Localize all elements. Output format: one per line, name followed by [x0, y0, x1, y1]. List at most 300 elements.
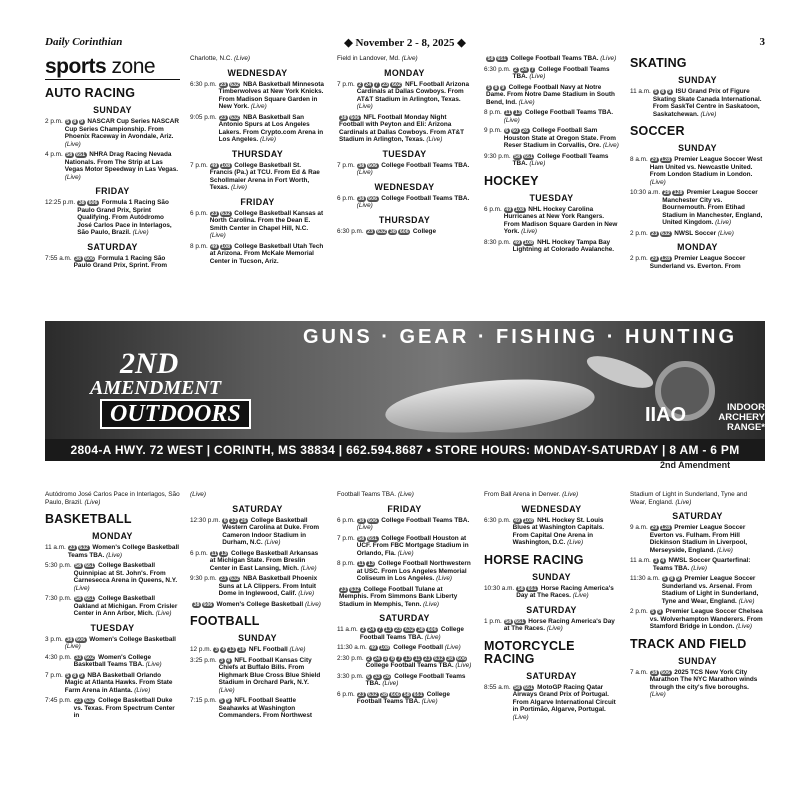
listing-entry[interactable]: [337, 228, 472, 236]
channel-badge: 33: [75, 654, 82, 661]
live-tag: (Live): [572, 592, 589, 599]
channel-badge: 58: [75, 596, 82, 602]
category-heading: HORSE RACING: [484, 552, 584, 567]
continued-description: From Ball Arena in Denver.: [484, 491, 563, 498]
listing-entry[interactable]: [484, 153, 619, 168]
live-tag: (Live): [738, 597, 755, 605]
event-description: College Basketball Duke vs. Texas. From Spectrum Center in: [73, 697, 175, 719]
event-details: [219, 575, 325, 598]
listing-entry[interactable]: [190, 162, 325, 192]
listing-entry[interactable]: [630, 608, 765, 631]
publication-name: Daily Corinthian: [45, 36, 123, 48]
ad-tagline: GUNS · GEAR · FISHING · HUNTING: [302, 326, 738, 348]
event-time: 6 p.m.: [337, 690, 355, 698]
event-time: 11 a.m.: [337, 626, 358, 633]
event-description: NHRA Drag Racing Nevada Nationals. From The Strip at Las Vegas Motor Speedway in Las Vegas.: [64, 151, 179, 173]
listing-entry[interactable]: [45, 636, 180, 651]
event-time: 4 p.m.: [45, 151, 63, 158]
listing-entry[interactable]: [190, 210, 325, 240]
listing-entry[interactable]: [630, 230, 765, 238]
live-tag: (Live): [529, 160, 546, 167]
channel-badge: 632: [661, 230, 671, 237]
event-time: 8 p.m.: [190, 242, 208, 250]
event-details: [65, 672, 180, 695]
channel-badge: 38: [389, 228, 396, 235]
channel-badge: 3: [214, 647, 218, 653]
listing-entry[interactable]: [190, 517, 325, 547]
channel-badge: 58: [66, 152, 73, 158]
channel-badge: 606: [390, 691, 400, 698]
channel-badge: 5: [66, 119, 70, 125]
event-details: [504, 618, 619, 633]
live-tag: (Live): [424, 633, 441, 641]
listing-entries: [630, 491, 765, 699]
channel-badge: 58: [517, 585, 524, 592]
event-details: [650, 524, 765, 554]
channel-badge: 7: [375, 81, 379, 88]
live-tag: (Live): [423, 600, 440, 608]
channel-badge: 9: [227, 698, 231, 704]
channel-badge: 13: [514, 110, 521, 116]
event-time: 12 p.m.: [190, 646, 212, 653]
event-time: 8 a.m.: [630, 156, 648, 163]
event-description: College Basketball Utah Tech at Arizona. From McKale Memorial Center in Tucson, Ariz.: [209, 242, 324, 265]
event-details: [210, 162, 325, 192]
event-details: [65, 151, 180, 181]
event-description: College Football Teams TBA.: [508, 55, 601, 62]
continued-description: Autódromo José Carlos Pace in Interlagos, São Paulo, Brazil.: [45, 491, 180, 506]
event-description: NASCAR Cup Series NASCAR Cup Series Championship. From Phoenix Raceway in Avondale, Ariz.: [64, 118, 180, 140]
listing-entry[interactable]: [190, 697, 325, 720]
live-tag: (Live): [518, 98, 535, 106]
channel-badge: 5: [66, 672, 70, 679]
listing-entry[interactable]: [484, 618, 619, 633]
listing-entry[interactable]: [190, 646, 325, 654]
channel-badge: 23: [424, 655, 431, 662]
event-description: College Basketball Arkansas at Michigan State. From Breslin Center in East Lansing, Mich.: [209, 549, 319, 572]
listing-entry[interactable]: [337, 81, 472, 111]
event-details: [662, 189, 765, 227]
live-tag: (Live): [218, 686, 235, 694]
event-details: [357, 691, 472, 706]
channel-badge: 18: [238, 647, 245, 653]
listing-entry[interactable]: [190, 601, 325, 609]
listing-entry[interactable]: [190, 575, 325, 598]
event-description: NHL Hockey St. Louis Blues at Washington Capitals. From Capital One Arena in Washington, D.C.: [512, 516, 605, 546]
continued-description: Stadium of Light in Sunderland, Tyne and Wear, England.: [630, 491, 748, 506]
channel-badge: 651: [524, 684, 533, 691]
listing-entry[interactable]: [630, 669, 765, 699]
channel-badge: 651: [497, 56, 507, 62]
channel-badge: 651: [527, 585, 537, 592]
brand-amendment: AMENDMENT: [90, 377, 222, 399]
channel-badge: 128: [661, 157, 671, 163]
live-tag: (Live): [300, 564, 317, 572]
event-description: ISU Grand Prix of Figure Skating Skate Canada International. From SaskTel Centre in Saskatoon, Saskatchewan.: [652, 88, 762, 118]
event-time: 10:30 a.m.: [630, 189, 661, 196]
listing-entry[interactable]: [337, 673, 472, 688]
listing-entry[interactable]: [337, 114, 472, 144]
event-time: 8:30 p.m.: [484, 238, 511, 246]
day-heading: SATURDAY: [526, 604, 577, 615]
logo-zone: zone: [106, 55, 156, 78]
event-details: [650, 156, 765, 186]
channel-badge: 128: [673, 190, 683, 196]
listing-entry[interactable]: [337, 655, 472, 670]
live-tag: (Live): [521, 228, 538, 235]
listing-entry[interactable]: [630, 524, 765, 554]
listing-entry[interactable]: [45, 595, 180, 618]
day-heading: WEDNESDAY: [521, 503, 582, 514]
event-details: [366, 655, 472, 670]
live-tag: (Live): [401, 55, 418, 62]
event-details: [357, 560, 472, 583]
listing-entry[interactable]: [45, 654, 180, 669]
channel-badge: 7: [397, 655, 401, 662]
listing-entry[interactable]: [630, 557, 765, 572]
listing-entry[interactable]: [45, 255, 180, 270]
live-tag: (Live): [230, 184, 247, 191]
live-tag: (Live): [134, 686, 151, 694]
event-description: 2025 TCS New York City Marathon The NYC Marathon winds through the city's five boroughs.: [649, 668, 758, 691]
channel-badge: 38: [358, 517, 365, 524]
live-tag: (Live): [264, 539, 281, 546]
listing-entry[interactable]: [630, 156, 765, 186]
event-details: [219, 114, 325, 144]
channel-badge: 13: [367, 561, 374, 567]
channel-badge: 49: [514, 239, 521, 246]
channel-badge: 632: [79, 545, 89, 551]
channel-badge: 9: [668, 89, 672, 95]
event-details: [486, 84, 619, 107]
channel-badge: 49: [211, 243, 218, 250]
event-details: [486, 55, 619, 63]
listing-entry[interactable]: [45, 544, 180, 559]
live-tag: (Live): [512, 713, 529, 721]
live-tag: (Live): [421, 698, 438, 705]
channel-badge: 58: [514, 684, 521, 691]
continued-text: [630, 491, 765, 506]
day-heading: TUESDAY: [90, 622, 135, 633]
event-description: Premier League Soccer Everton vs. Fulham. From Hill Dickinson Stadium in Liverpool, Merseyside, England.: [649, 524, 748, 554]
channel-badge: 23: [75, 698, 82, 704]
event-time: 6:30 p.m.: [337, 227, 364, 235]
channel-badge: 24: [368, 627, 375, 633]
listing-entry[interactable]: [337, 644, 472, 652]
channel-badge: 8: [670, 576, 674, 582]
event-time: 7:15 p.m.: [190, 697, 217, 704]
listing-entry[interactable]: [45, 697, 180, 720]
channel-badge: 58: [487, 56, 494, 62]
listing-entries: [337, 55, 472, 235]
event-time: 7 p.m.: [337, 80, 355, 88]
listing-entry[interactable]: [45, 118, 180, 148]
channel-badge: 38: [75, 255, 82, 262]
event-description: Premier League Soccer West Ham United vs. Newcastle United. From London Stadium in London.: [649, 156, 763, 178]
channel-badge: 23: [651, 230, 658, 237]
event-time: 10:30 a.m.: [484, 584, 515, 592]
channel-badge: 29: [663, 190, 670, 196]
event-details: [360, 626, 472, 641]
channel-badge: 128: [661, 525, 671, 531]
listing-column-5: [630, 50, 765, 273]
channel-badge: 9: [80, 672, 84, 679]
brand-number: 2ND: [120, 347, 179, 380]
listing-entries: [45, 491, 180, 720]
channel-badge: 4: [221, 647, 225, 653]
live-tag: (Live): [675, 498, 692, 506]
live-tag: (Live): [546, 625, 563, 632]
event-description: NHL Hockey Carolina Hurricanes at New York Rangers. From Madison Square Garden in New York.: [503, 205, 618, 235]
listing-entry[interactable]: [337, 586, 472, 609]
continued-text: [337, 491, 472, 499]
event-description: College Football Teams TBA.: [356, 690, 450, 705]
listing-entry[interactable]: [484, 66, 619, 81]
event-time: 11:30 a.m.: [337, 644, 367, 651]
event-time: 6 p.m.: [337, 516, 355, 524]
live-tag: (Live): [234, 55, 251, 62]
listing-entry[interactable]: [484, 109, 619, 124]
event-details: [504, 109, 619, 124]
listing-entry[interactable]: [484, 585, 619, 600]
day-heading: SATURDAY: [526, 670, 577, 681]
channel-badge: 606: [457, 655, 466, 662]
channel-badge: 11: [414, 655, 421, 662]
event-description: NWSL Soccer: [672, 229, 718, 237]
channel-badge: 606: [368, 195, 378, 202]
day-heading: FRIDAY: [95, 186, 130, 196]
listing-entry[interactable]: [337, 535, 472, 558]
event-details: [65, 118, 180, 148]
page-number: 3: [759, 36, 765, 48]
event-details: [650, 608, 765, 631]
channel-badge: 13: [220, 550, 227, 557]
live-tag: (Live): [356, 524, 373, 531]
event-details: [357, 162, 472, 177]
event-details: [513, 153, 619, 168]
listing-entry[interactable]: [630, 575, 765, 605]
event-description: College Basketball Quinnipiac at St. John's. From Carnesecca Arena in Queens, N.Y.: [73, 562, 178, 584]
category-heading: FOOTBALL: [190, 614, 260, 628]
advertisement-banner[interactable]: [45, 321, 765, 461]
channel-badge: 108: [524, 239, 533, 246]
day-heading: SATURDAY: [379, 613, 430, 623]
channel-badge: 13: [404, 655, 411, 662]
event-description: College Football Sam Houston State at Oregon State. From Reser Stadium in Corvallis, Ore.: [503, 127, 616, 149]
event-details: [219, 697, 325, 720]
event-description: College Football Teams TBA.: [379, 516, 470, 524]
channel-badge: 8: [661, 89, 665, 95]
event-details: [357, 517, 472, 532]
listing-entry[interactable]: [190, 243, 325, 266]
continued-description: Charlotte, N.C.: [190, 55, 235, 62]
listing-entry[interactable]: [45, 672, 180, 695]
channel-badge: 23: [69, 545, 76, 551]
event-description: NBA Basketball Phoenix Suns at LA Clippers. From Intuit Dome in Inglewood, Calif.: [218, 575, 318, 597]
event-description: NFL Football Monday Night Football with Peyton and Eli: Arizona Cardinals at Dallas Cowboys. From AT&T Stadium in Arlington, Texas.: [339, 113, 464, 143]
event-description: Formula 1 Racing São Paulo Grand Prix, Sprint Qualifying. From Autódromo José Carlos Pace in Interlagos, São Paulo, Brazil.: [77, 199, 172, 236]
listing-entry[interactable]: [337, 626, 472, 641]
channel-badge: 23: [211, 210, 218, 217]
event-details: [650, 669, 765, 699]
event-details: [650, 230, 765, 238]
channel-badge: 29: [651, 157, 658, 163]
channel-badge: 38: [78, 200, 85, 206]
channel-badge: 6: [223, 517, 227, 524]
live-tag: (Live): [64, 173, 81, 181]
channel-badge: 23: [358, 691, 365, 698]
channel-badge: 9: [658, 609, 662, 615]
channel-badge: 632: [368, 691, 378, 698]
channel-badge: 58: [403, 691, 410, 698]
listing-entry[interactable]: [45, 199, 180, 237]
listing-entry[interactable]: [630, 255, 765, 270]
day-heading: SATURDAY: [232, 503, 283, 514]
listing-entry[interactable]: [337, 195, 472, 210]
event-description: College Football Tulane at Memphis. From Simmons Bank Liberty Stadium in Memphis, Tenn.: [339, 585, 458, 608]
channel-badge: 108: [380, 645, 389, 651]
channel-badge: 651: [85, 596, 94, 602]
day-heading: WEDNESDAY: [374, 181, 435, 192]
event-details: [74, 595, 180, 618]
logo-sports: sports: [45, 55, 107, 78]
channel-badge: 49: [505, 206, 512, 213]
event-time: 7:45 p.m.: [45, 697, 72, 704]
listing-entry[interactable]: [630, 88, 765, 118]
live-tag: (Live): [444, 644, 461, 651]
event-time: 7 p.m.: [190, 161, 208, 169]
event-description: NWSL Soccer Quarterfinal: Teams TBA.: [652, 557, 751, 572]
event-details: [219, 657, 325, 695]
listing-entry[interactable]: [337, 517, 472, 532]
channel-badge: 651: [85, 563, 94, 569]
event-description: College Football Teams TBA.: [379, 161, 470, 169]
listing-entry[interactable]: [190, 550, 325, 573]
event-description: Women's College Basketball: [87, 635, 176, 643]
listing-entry[interactable]: [484, 127, 619, 150]
event-time: 6 p.m.: [484, 205, 502, 213]
listing-entry[interactable]: [484, 84, 619, 107]
event-time: 6 p.m.: [337, 194, 355, 202]
day-heading: TUESDAY: [529, 192, 574, 203]
listing-entry[interactable]: [190, 657, 325, 695]
live-tag: (Live): [64, 140, 81, 148]
event-description: NFL Football Arizona Cardinals at Dallas Cowboys. From AT&T Stadium in Arlington, Texas.: [356, 80, 470, 103]
event-details: [77, 199, 180, 237]
event-time: 6 p.m.: [190, 209, 208, 217]
event-time: 8 p.m.: [337, 560, 355, 567]
channel-badge: 8: [73, 119, 77, 125]
channel-badge: 23: [220, 576, 227, 582]
archery-range-text: INDOOR ARCHERY RANGE*: [718, 402, 765, 433]
live-tag: (Live): [190, 491, 206, 498]
event-details: [357, 195, 472, 210]
live-tag: (Live): [106, 551, 123, 559]
continued-text: [337, 55, 472, 63]
listing-entry[interactable]: [484, 684, 619, 722]
listing-entry[interactable]: [484, 239, 619, 254]
live-tag: (Live): [426, 136, 443, 143]
channel-badge: 23: [220, 114, 227, 121]
listing-entry[interactable]: [630, 189, 765, 227]
event-details: [68, 544, 180, 559]
event-description: Formula 1 Racing São Paulo Grand Prix, Sprint. From: [73, 254, 168, 269]
listing-entry[interactable]: [45, 151, 180, 181]
channel-badge: 108: [221, 243, 231, 250]
channel-badge: 632: [377, 228, 386, 235]
day-heading: WEDNESDAY: [227, 67, 288, 78]
event-details: [222, 517, 325, 547]
listing-entry[interactable]: [484, 517, 619, 547]
channel-badge: 632: [230, 114, 239, 121]
category-heading: BASKETBALL: [45, 512, 132, 526]
channel-badge: 13: [385, 627, 392, 633]
channel-badge: 26: [522, 128, 529, 134]
channel-badge: 58: [358, 535, 365, 542]
continued-text: [45, 491, 180, 506]
channel-badge: 606: [661, 669, 671, 676]
event-description: College Football Teams TBA.: [512, 65, 610, 80]
category-heading: SOCCER: [630, 124, 685, 138]
archery-logo-icon: IIAO: [645, 404, 687, 426]
listing-entries: [484, 55, 619, 254]
live-tag: (Live): [304, 600, 321, 608]
event-description: Premier League Soccer Sunderland vs. Arsenal. From Stadium of Light in Sunderland, Tyne and Wear, England.: [661, 575, 759, 605]
listing-entry[interactable]: [337, 691, 472, 706]
channel-badge: 49: [211, 162, 218, 169]
channel-badge: 632: [230, 576, 239, 582]
channel-badge: 632: [230, 81, 239, 88]
listing-entry[interactable]: [45, 562, 180, 592]
channel-badge: 651: [76, 152, 86, 158]
channel-badge: 11: [505, 110, 511, 116]
event-description: College Football Teams TBA.: [365, 662, 456, 669]
listing-entry[interactable]: [337, 162, 472, 177]
ad-address-bar: 2804-A HWY. 72 WEST | CORINTH, MS 38834 | 662.594.8687 • STORE HOURS: MONDAY-SATURDAY | 8 AM - 6 PM: [45, 439, 765, 461]
event-details: [339, 114, 472, 144]
event-description: Women's College Basketball Teams TBA.: [67, 544, 180, 559]
event-description: Horse Racing America's Day at The Races.: [503, 617, 615, 632]
channel-badge: 632: [404, 627, 414, 633]
event-details: [339, 586, 472, 609]
channel-badge: 3: [384, 655, 387, 662]
event-description: NBA Basketball Orlando Magic at Atlanta Hawks. From State Farm Arena in Atlanta.: [64, 671, 173, 694]
event-description: Premier League Soccer Sunderland vs. Everton. From: [649, 255, 746, 270]
category-heading: SKATING: [630, 56, 687, 70]
live-tag: (Live): [436, 575, 453, 582]
channel-badge: 2: [514, 66, 518, 73]
day-heading: MONDAY: [384, 67, 425, 78]
day-heading: MONDAY: [92, 531, 133, 541]
listing-entry[interactable]: [190, 114, 325, 144]
sports-zone-logo: [45, 57, 180, 80]
channel-badge: 606: [350, 114, 360, 121]
event-time: 9:30 p.m.: [190, 575, 217, 582]
live-tag: (Live): [64, 643, 81, 650]
day-heading: SUNDAY: [93, 105, 132, 115]
channel-badge: 651: [368, 535, 378, 542]
listing-entry[interactable]: [484, 55, 619, 63]
channel-badge: 606: [399, 228, 409, 235]
channel-badge: 38: [447, 655, 454, 662]
channel-badge: 7: [378, 627, 382, 633]
listing-entry[interactable]: [484, 206, 619, 236]
channel-badge: 23: [395, 627, 401, 633]
listing-entry[interactable]: [190, 81, 325, 111]
listing-entry[interactable]: [337, 560, 472, 583]
event-time: 9:30 p.m.: [484, 152, 511, 160]
channel-badge: 58: [505, 618, 512, 625]
